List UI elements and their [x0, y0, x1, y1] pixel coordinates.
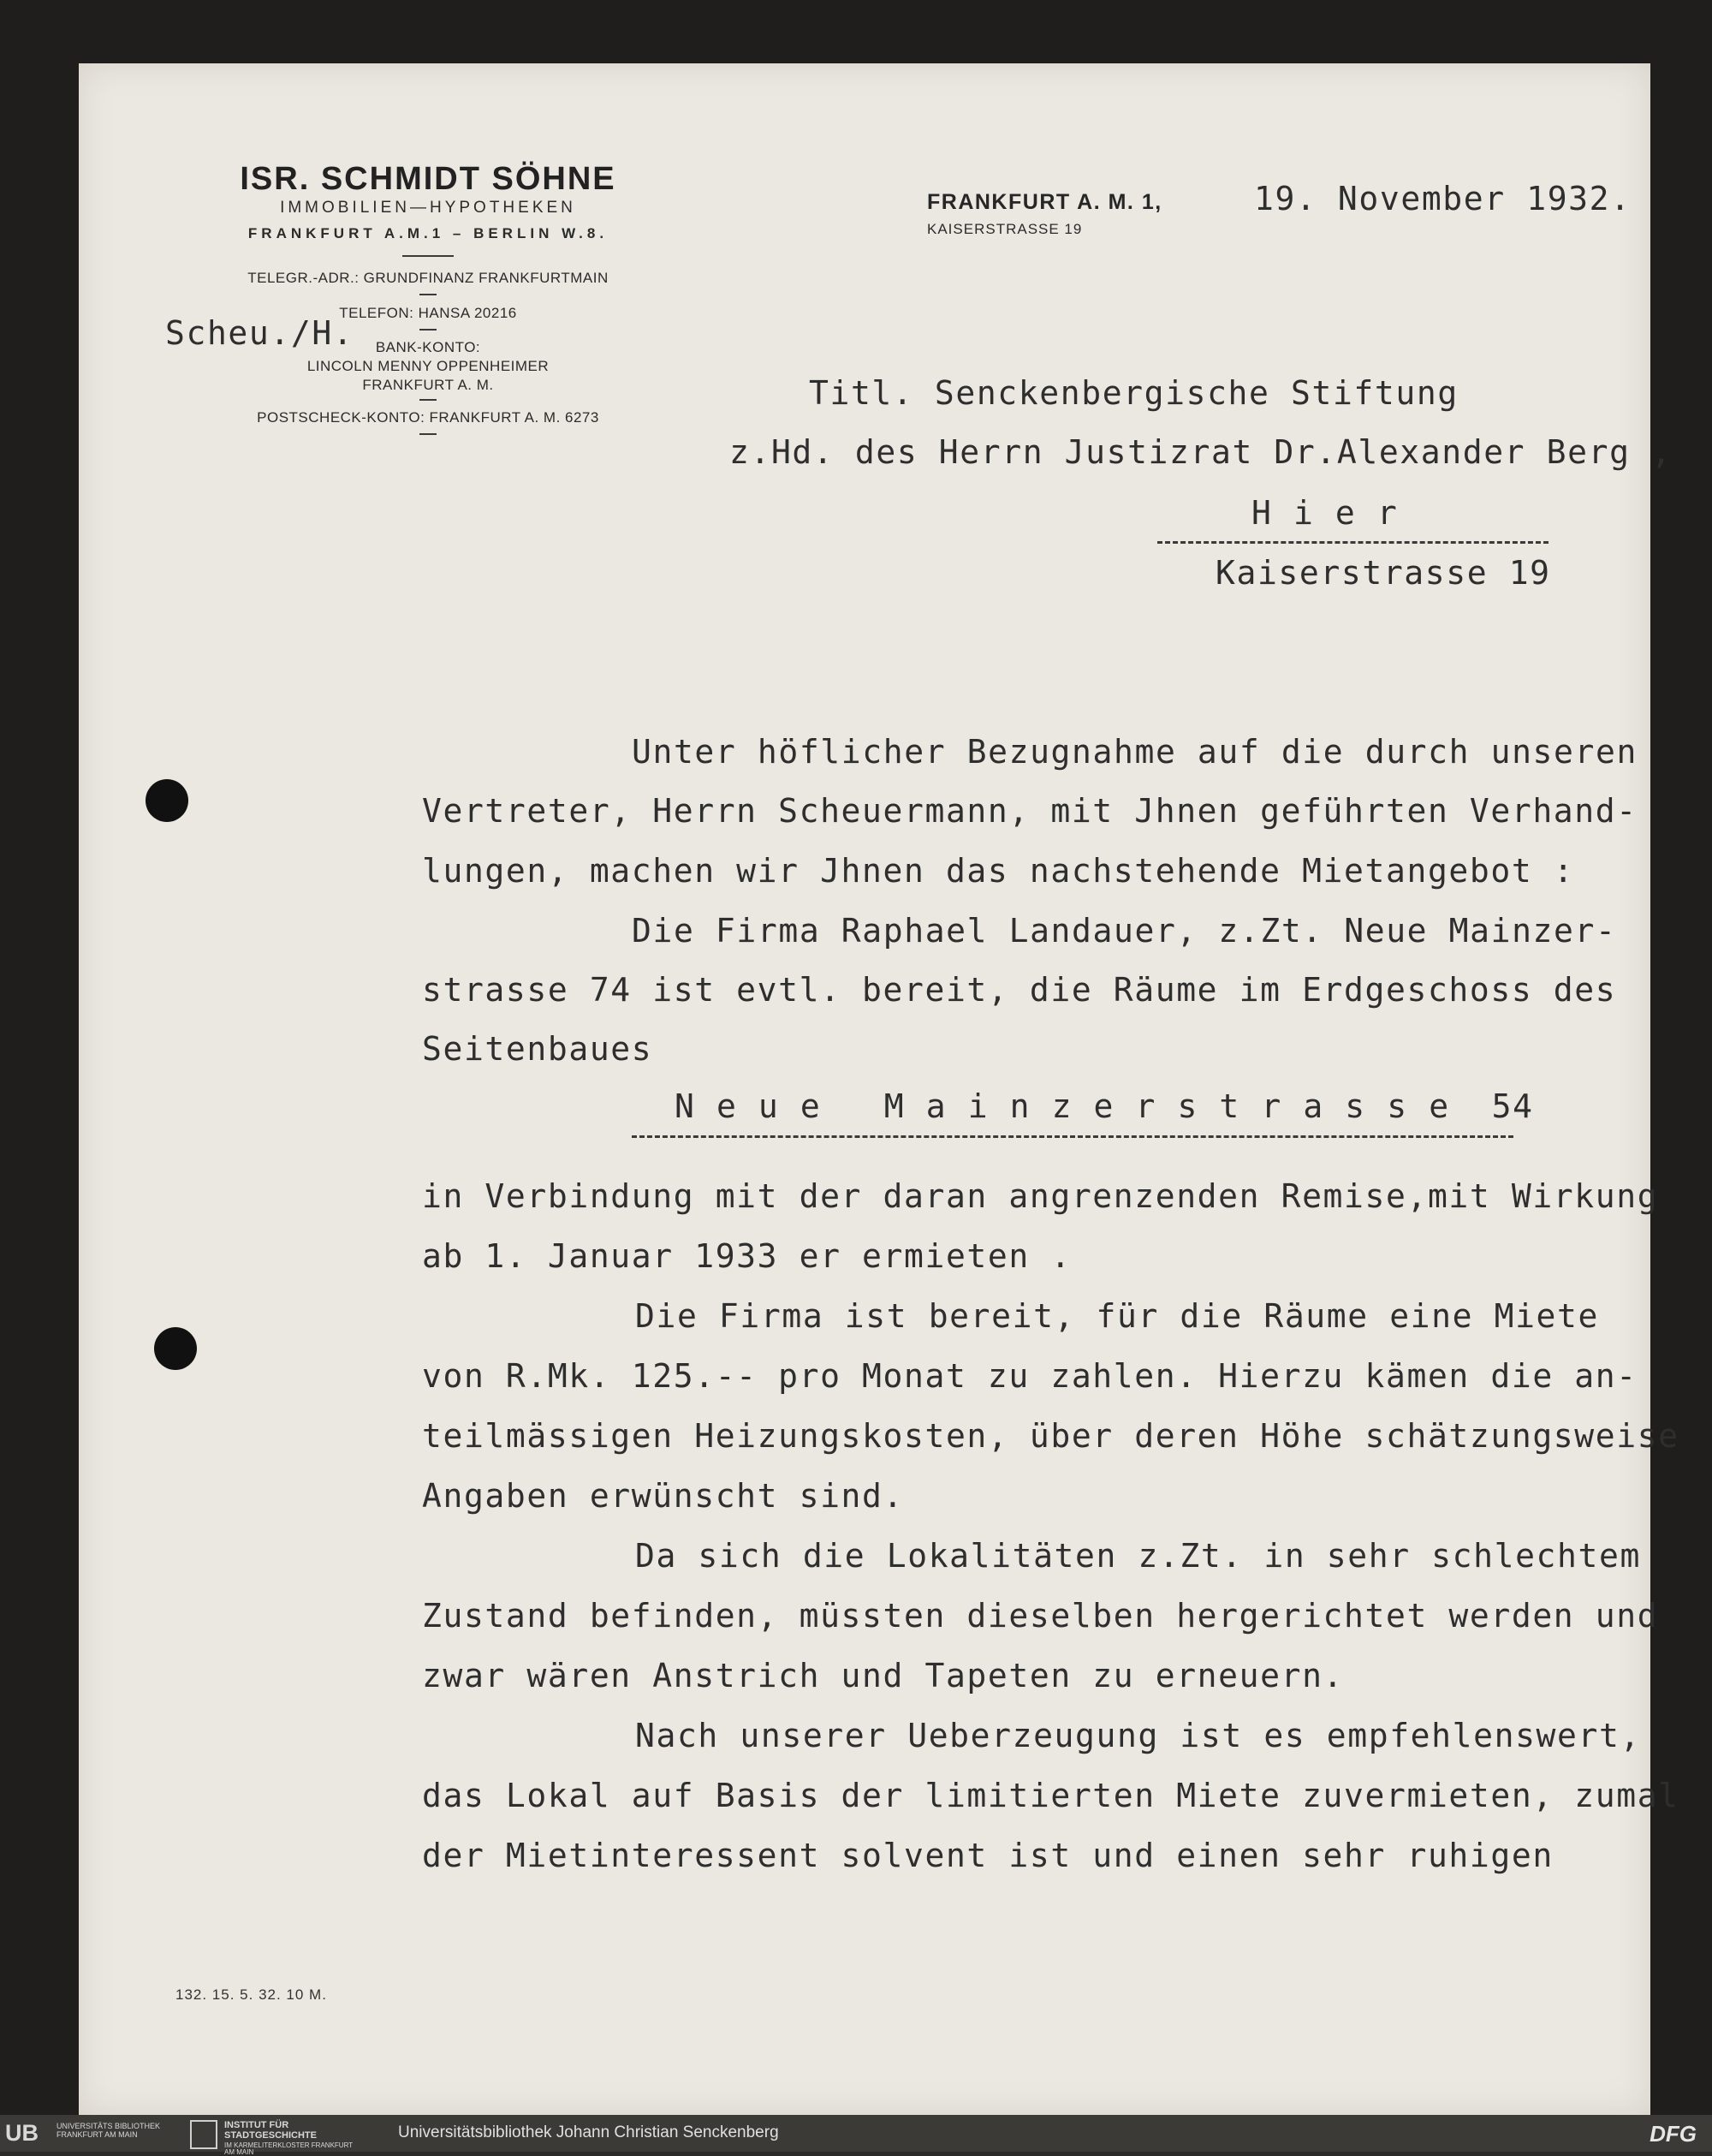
letterhead-divider: [419, 433, 437, 435]
institute-title: INSTITUT FÜR STADTGESCHICHTE: [224, 2120, 317, 2141]
body-line: Nach unserer Ueberzeugung ist es empfehlenswert,: [635, 1717, 1641, 1754]
letterhead-divider: [419, 399, 437, 401]
institute-emblem-icon: [190, 2120, 217, 2149]
recipient-line: H i e r: [1251, 494, 1399, 532]
print-run-code: 132. 15. 5. 32. 10 M.: [175, 1986, 327, 2003]
body-line: der Mietinteressent solvent ist und einen sehr ruhigen: [422, 1837, 1554, 1874]
sender-city: FRANKFURT A. M. 1,: [927, 190, 1162, 214]
body-line: Seitenbaues: [422, 1030, 653, 1068]
bank-label: BANK-KONTO:: [375, 339, 481, 355]
body-line: ab 1. Januar 1933 er ermieten .: [422, 1237, 1072, 1275]
institute-logo: [190, 2118, 361, 2156]
letter-date: 19. November 1932.: [1254, 180, 1632, 217]
body-line: strasse 74 ist evtl. bereit, die Räume im Erdgeschoss des: [422, 971, 1617, 1009]
ub-logo-text: UNIVERSITÄTS BIBLIOTHEK FRANKFURT AM MAIN: [56, 2122, 161, 2139]
property-address: N e u e M a i n z e r s t r a s s e 54: [675, 1087, 1534, 1125]
body-line: das Lokal auf Basis der limitierten Miete zuvermieten, zumal: [422, 1777, 1679, 1814]
institute-subtitle: IM KARMELITERKLOSTER FRANKFURT AM MAIN: [224, 2141, 353, 2156]
body-line: in Verbindung mit der daran angrenzenden Remise,mit Wirkung: [422, 1177, 1659, 1215]
body-line: lungen, machen wir Jhnen das nachstehende Mietangebot :: [422, 852, 1575, 890]
telephone: TELEFON: HANSA 20216: [339, 305, 517, 321]
letterhead-divider: [419, 329, 437, 331]
ub-mark: UB: [5, 2120, 39, 2146]
company-business: IMMOBILIEN—HYPOTHEKEN: [280, 199, 576, 217]
body-line: teilmässigen Heizungskosten, über deren Höhe schätzungsweise: [422, 1417, 1679, 1455]
underline: [632, 1135, 1513, 1138]
body-line: Vertreter, Herrn Scheuermann, mit Jhnen geführten Verhand-: [422, 792, 1638, 830]
telegram-address: TELEGR.-ADR.: GRUNDFINANZ FRANKFURTMAIN: [247, 270, 609, 286]
body-line: Die Firma Raphael Landauer, z.Zt. Neue Mainzer-: [632, 912, 1617, 950]
bank-name: LINCOLN MENNY OPPENHEIMER: [306, 358, 550, 374]
recipient-line: Kaiserstrasse 19: [1216, 554, 1551, 592]
underline: [1157, 541, 1549, 544]
sender-street: KAISERSTRASSE 19: [927, 221, 1083, 237]
body-line: Da sich die Lokalitäten z.Zt. in sehr schlechtem: [635, 1537, 1641, 1575]
company-name: ISR. SCHMIDT SÖHNE: [240, 161, 616, 197]
body-line: Angaben erwünscht sind.: [422, 1477, 904, 1515]
recipient-line: z.Hd. des Herrn Justizrat Dr.Alexander Berg ,: [729, 433, 1673, 471]
ub-logo: [5, 2120, 173, 2147]
company-cities: FRANKFURT A.M.1 – BERLIN W.8.: [247, 225, 609, 241]
dfg-logo: DFG: [1650, 2121, 1697, 2147]
body-line: Die Firma ist bereit, für die Räume eine Miete: [635, 1297, 1599, 1335]
letterhead-divider: [419, 294, 437, 295]
letterhead-divider: [402, 255, 454, 257]
punch-hole-bottom: [154, 1327, 197, 1370]
body-line: Zustand befinden, müssten dieselben hergerichtet werden und: [422, 1597, 1659, 1635]
library-caption: Universitätsbibliothek Johann Christian Senckenberg: [398, 2123, 779, 2141]
postscheck-account: POSTSCHECK-KONTO: FRANKFURT A. M. 6273: [257, 409, 599, 426]
punch-hole-top: [146, 779, 188, 822]
bank-city: FRANKFURT A. M.: [362, 377, 494, 393]
body-line: zwar wären Anstrich und Tapeten zu erneuern.: [422, 1657, 1345, 1694]
reference-initials: Scheu./H.: [165, 314, 354, 352]
body-line: Unter höflicher Bezugnahme auf die durch unseren: [632, 733, 1638, 771]
body-line: von R.Mk. 125.-- pro Monat zu zahlen. Hierzu kämen die an-: [422, 1357, 1638, 1395]
recipient-line: Titl. Senckenbergische Stiftung: [809, 374, 1459, 412]
